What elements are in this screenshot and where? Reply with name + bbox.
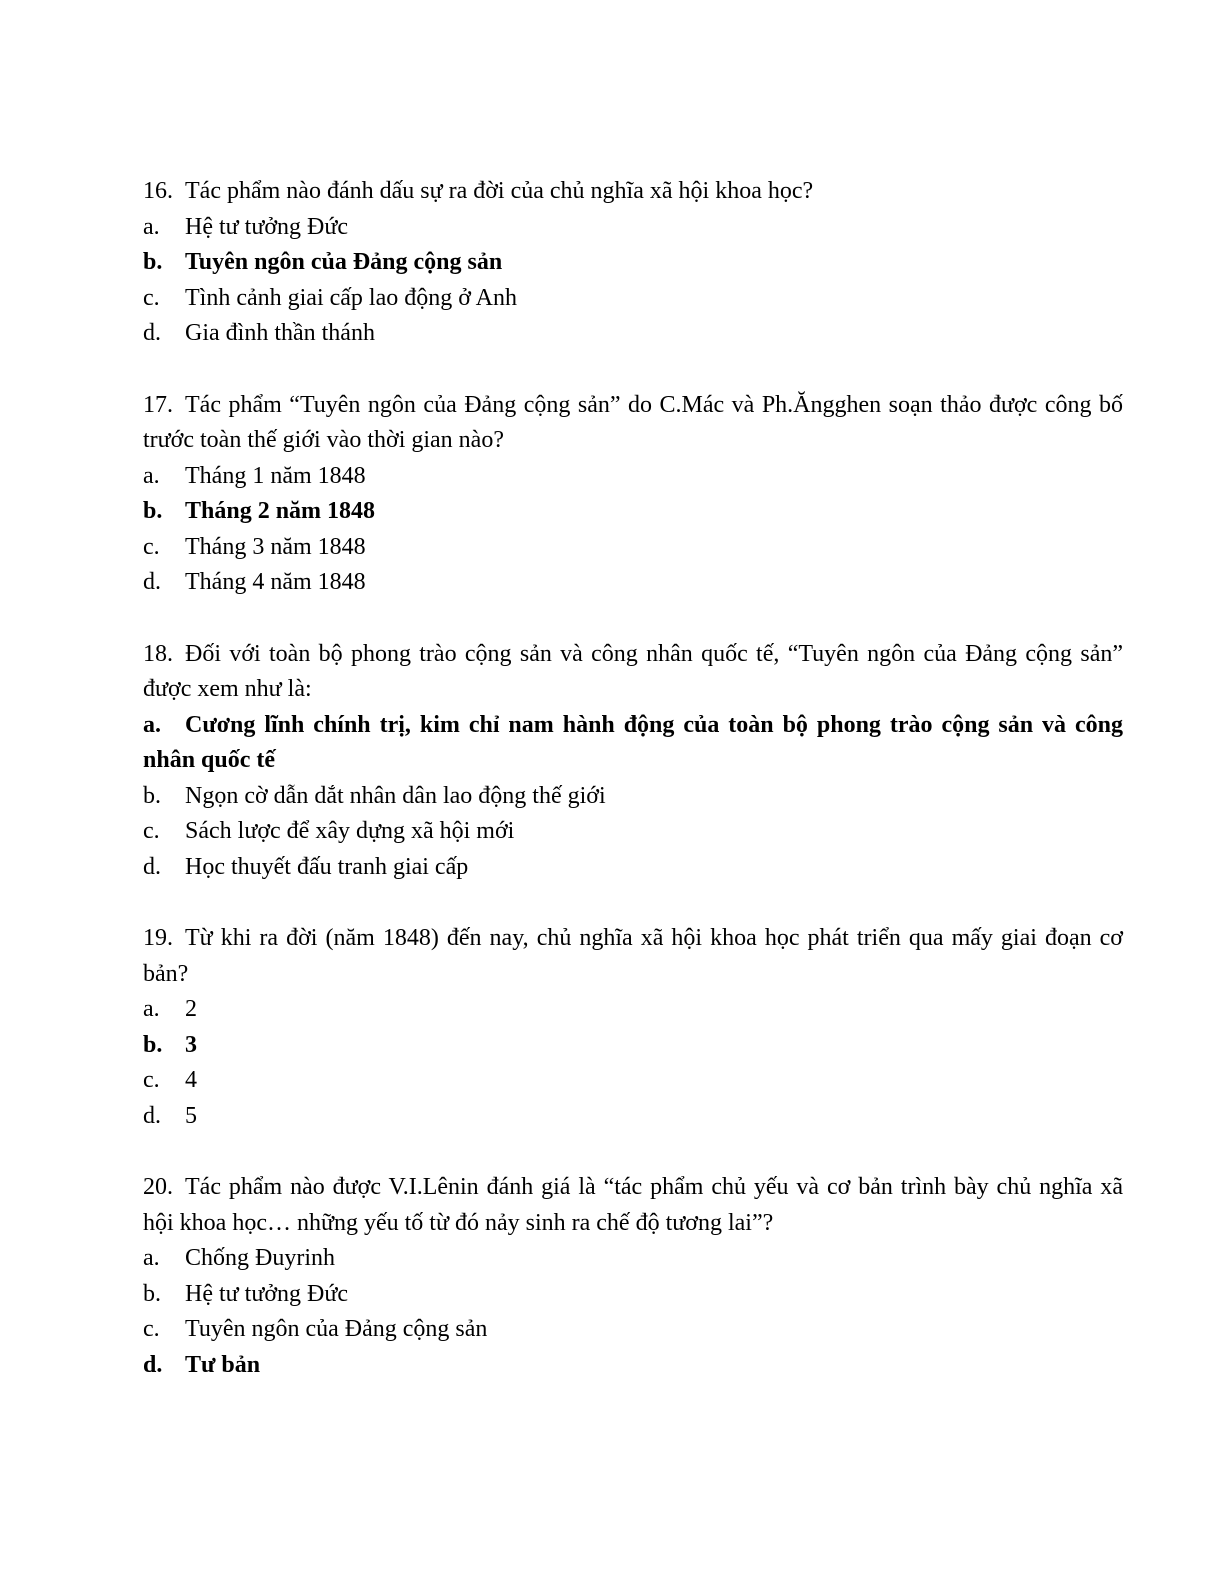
option-letter: b. bbox=[143, 782, 161, 809]
option-text: Cương lĩnh chính trị, kim chỉ nam hành động của toàn bộ phong trào cộng sản và công nhân quốc tế bbox=[143, 711, 1123, 773]
option-b-correct bbox=[143, 1028, 1123, 1064]
option-letter: d. bbox=[143, 1351, 163, 1378]
option-a bbox=[143, 459, 1123, 495]
option-letter: a. bbox=[143, 996, 160, 1022]
question-prompt: Đối với toàn bộ phong trào cộng sản và công nhân quốc tế, “Tuyên ngôn của Đảng cộng sản” được xem như là: bbox=[143, 640, 1123, 702]
question-prompt: Tác phẩm “Tuyên ngôn của Đảng cộng sản” do C.Mác và Ph.Ăngghen soạn thảo được công bố trước toàn thế giới vào thời gian nào? bbox=[143, 391, 1123, 453]
option-letter: c. bbox=[143, 533, 160, 560]
option-text: Tư bản bbox=[185, 1351, 261, 1378]
question-number: 17. bbox=[143, 391, 173, 418]
option-letter: d. bbox=[143, 1102, 161, 1129]
option-b-correct bbox=[143, 245, 1123, 281]
question-17 bbox=[143, 388, 1123, 601]
option-text: Tháng 3 năm 1848 bbox=[185, 533, 366, 560]
option-text: Ngọn cờ dẫn dắt nhân dân lao động thế giới bbox=[185, 782, 606, 809]
option-letter: c. bbox=[143, 1316, 160, 1342]
question-prompt: Từ khi ra đời (năm 1848) đến nay, chủ nghĩa xã hội khoa học phát triển qua mấy giai đoạn cơ bản? bbox=[143, 925, 1123, 987]
question-text bbox=[143, 1170, 1123, 1241]
document-page bbox=[143, 174, 1123, 1419]
option-letter: b. bbox=[143, 498, 163, 524]
option-letter: c. bbox=[143, 1067, 160, 1093]
option-text: 5 bbox=[185, 1102, 197, 1129]
question-prompt: Tác phẩm nào đánh dấu sự ra đời của chủ nghĩa xã hội khoa học? bbox=[185, 178, 814, 204]
option-b bbox=[143, 779, 1123, 815]
question-number: 18. bbox=[143, 640, 173, 667]
option-c bbox=[143, 281, 1123, 317]
option-text: 2 bbox=[185, 996, 197, 1022]
option-letter: d. bbox=[143, 320, 161, 346]
option-d bbox=[143, 316, 1123, 352]
option-c bbox=[143, 1063, 1123, 1099]
option-text: Sách lược để xây dựng xã hội mới bbox=[185, 818, 515, 844]
option-d bbox=[143, 1099, 1123, 1135]
option-text: 4 bbox=[185, 1067, 197, 1093]
option-text: Tuyên ngôn của Đảng cộng sản bbox=[185, 249, 503, 275]
option-letter: c. bbox=[143, 284, 160, 311]
question-number: 19. bbox=[143, 925, 173, 951]
option-a bbox=[143, 210, 1123, 246]
question-19 bbox=[143, 921, 1123, 1134]
option-text: Tháng 1 năm 1848 bbox=[185, 462, 366, 489]
option-a-correct bbox=[143, 708, 1123, 779]
option-letter: a. bbox=[143, 711, 161, 738]
question-text bbox=[143, 388, 1123, 459]
option-a bbox=[143, 992, 1123, 1028]
option-letter: c. bbox=[143, 818, 160, 844]
question-18 bbox=[143, 637, 1123, 886]
option-text: Học thuyết đấu tranh giai cấp bbox=[185, 853, 469, 880]
question-text bbox=[143, 174, 1123, 210]
option-text: Tháng 4 năm 1848 bbox=[185, 569, 366, 595]
option-d-correct bbox=[143, 1348, 1123, 1384]
option-a bbox=[143, 1241, 1123, 1277]
question-number: 20. bbox=[143, 1174, 173, 1200]
option-text: Tuyên ngôn của Đảng cộng sản bbox=[185, 1316, 488, 1342]
option-d bbox=[143, 565, 1123, 601]
question-20 bbox=[143, 1170, 1123, 1383]
question-text bbox=[143, 637, 1123, 708]
option-letter: a. bbox=[143, 462, 160, 489]
option-letter: a. bbox=[143, 1245, 160, 1271]
option-letter: d. bbox=[143, 569, 161, 595]
option-c bbox=[143, 814, 1123, 850]
option-text: Chống Đuyrinh bbox=[185, 1245, 335, 1271]
option-letter: b. bbox=[143, 1280, 161, 1307]
option-d bbox=[143, 850, 1123, 886]
option-text: 3 bbox=[185, 1031, 197, 1058]
option-letter: a. bbox=[143, 213, 160, 240]
option-letter: b. bbox=[143, 1031, 163, 1058]
option-text: Tháng 2 năm 1848 bbox=[185, 498, 376, 524]
option-text: Hệ tư tưởng Đức bbox=[185, 1280, 349, 1307]
option-b bbox=[143, 1277, 1123, 1313]
option-letter: b. bbox=[143, 249, 163, 275]
question-16 bbox=[143, 174, 1123, 352]
option-letter: d. bbox=[143, 853, 161, 880]
option-text: Hệ tư tưởng Đức bbox=[185, 213, 349, 240]
option-c bbox=[143, 1312, 1123, 1348]
question-prompt: Tác phẩm nào được V.I.Lênin đánh giá là “tác phẩm chủ yếu và cơ bản trình bày chủ nghĩa xã hội khoa học… những yếu tố từ đó nảy sinh ra chế độ tương lai”? bbox=[143, 1174, 1123, 1236]
question-text bbox=[143, 921, 1123, 992]
option-b-correct bbox=[143, 494, 1123, 530]
option-text: Gia đình thần thánh bbox=[185, 320, 375, 346]
option-text: Tình cảnh giai cấp lao động ở Anh bbox=[185, 284, 517, 311]
option-c bbox=[143, 530, 1123, 566]
question-number: 16. bbox=[143, 178, 173, 204]
